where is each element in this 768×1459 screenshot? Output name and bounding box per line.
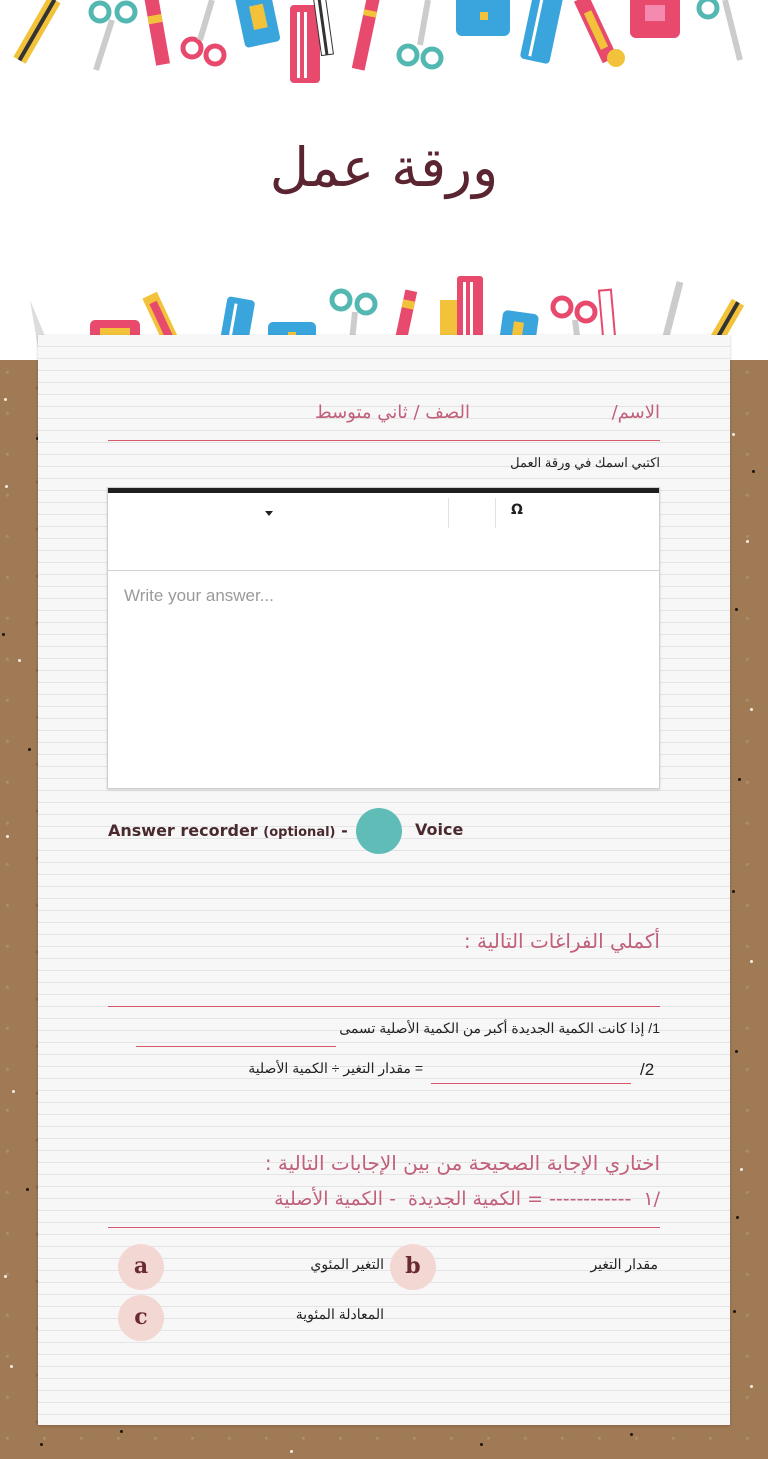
bag-icon [234,0,281,48]
question-1: 1/ إذا كانت الكمية الجديدة أكبر من الكمية الأصلية تسمى [339,1020,660,1036]
fill-blank-2[interactable] [431,1083,631,1084]
decor-dot [120,1430,123,1433]
decor-dot [5,485,8,488]
decor-dot [40,1443,43,1446]
decor-dot [732,890,735,893]
decor-dot [733,1310,736,1313]
fill-blank-1[interactable] [136,1046,336,1047]
decor-dot [290,1450,293,1453]
dropdown-caret-icon[interactable] [262,503,276,523]
toolbar-separator [495,498,496,528]
mcq-question: /١ ------------ = الكمية الجديدة - الكمية الأصلية [274,1188,660,1210]
decor-dot [750,708,753,711]
question-2-text: = مقدار التغير ÷ الكمية الأصلية [248,1060,423,1076]
decor-dot [10,1365,13,1368]
decor-dot [750,960,753,963]
scissors-icon [183,0,224,64]
book-icon [520,0,564,64]
special-character-button[interactable]: Ω [511,502,523,518]
decor-dot [736,1216,739,1219]
option-a-badge[interactable]: a [118,1244,164,1290]
bag-icon [630,0,680,38]
decor-dot [18,659,21,662]
book-icon [290,5,320,83]
name-label: الاسم/ [611,402,660,423]
recorder-optional: (optional) [263,825,336,840]
option-a-text[interactable]: مقدار التغير [590,1256,658,1272]
recorder-dash: - [341,821,348,840]
pencil-icon [352,0,380,71]
decor-dot [26,1188,29,1191]
answer-input[interactable] [108,571,659,788]
voice-record-button[interactable] [356,808,402,854]
decor-dot [28,748,31,751]
page-title: ورقة عمل [269,136,499,199]
decor-dot [480,1443,483,1446]
decor-dot [4,1275,7,1278]
section2-heading: اختاري الإجابة الصحيحة من بين الإجابات التالية : [264,1151,660,1175]
crayon-icon [144,0,170,66]
instruction-write-name: اكتبي اسمك في ورقة العمل [510,455,660,470]
scissors-icon [699,0,740,60]
decor-dot [738,778,741,781]
question-2-number: /2 [640,1060,655,1079]
decor-dot [630,1433,633,1436]
divider [108,1227,660,1228]
option-b-text[interactable]: التغير المئوي [310,1256,384,1272]
decor-dot [740,1168,743,1171]
decor-dot [4,398,7,401]
decor-dot [732,433,735,436]
toolbar-separator [448,498,449,528]
editor-toolbar [108,493,659,571]
divider [108,1006,660,1007]
bag-icon [456,0,510,36]
answer-editor [107,487,660,789]
option-c-badge[interactable]: c [118,1295,164,1341]
decor-dot [12,1090,15,1093]
section1-heading: أكملي الفراغات التالية : [463,929,660,953]
decor-dot [735,608,738,611]
option-b-badge[interactable]: b [390,1244,436,1290]
pencil-icon [13,0,60,64]
decor-dot [735,1050,738,1053]
voice-label: Voice [415,820,464,839]
decor-dot [6,835,9,838]
decor-dot [2,633,5,636]
option-c-text[interactable]: المعادلة المئوية [295,1306,384,1322]
decor-dot [750,1385,753,1388]
crayon-icon [574,0,625,67]
divider [108,440,660,441]
grade-label: الصف / ثاني متوسط [314,402,470,423]
decor-dot [746,540,749,543]
scissors-icon [91,3,135,70]
recorder-title: Answer recorder [108,821,258,840]
answer-recorder-label [108,821,348,840]
scissors-icon [399,0,441,67]
decor-dot [752,470,755,473]
